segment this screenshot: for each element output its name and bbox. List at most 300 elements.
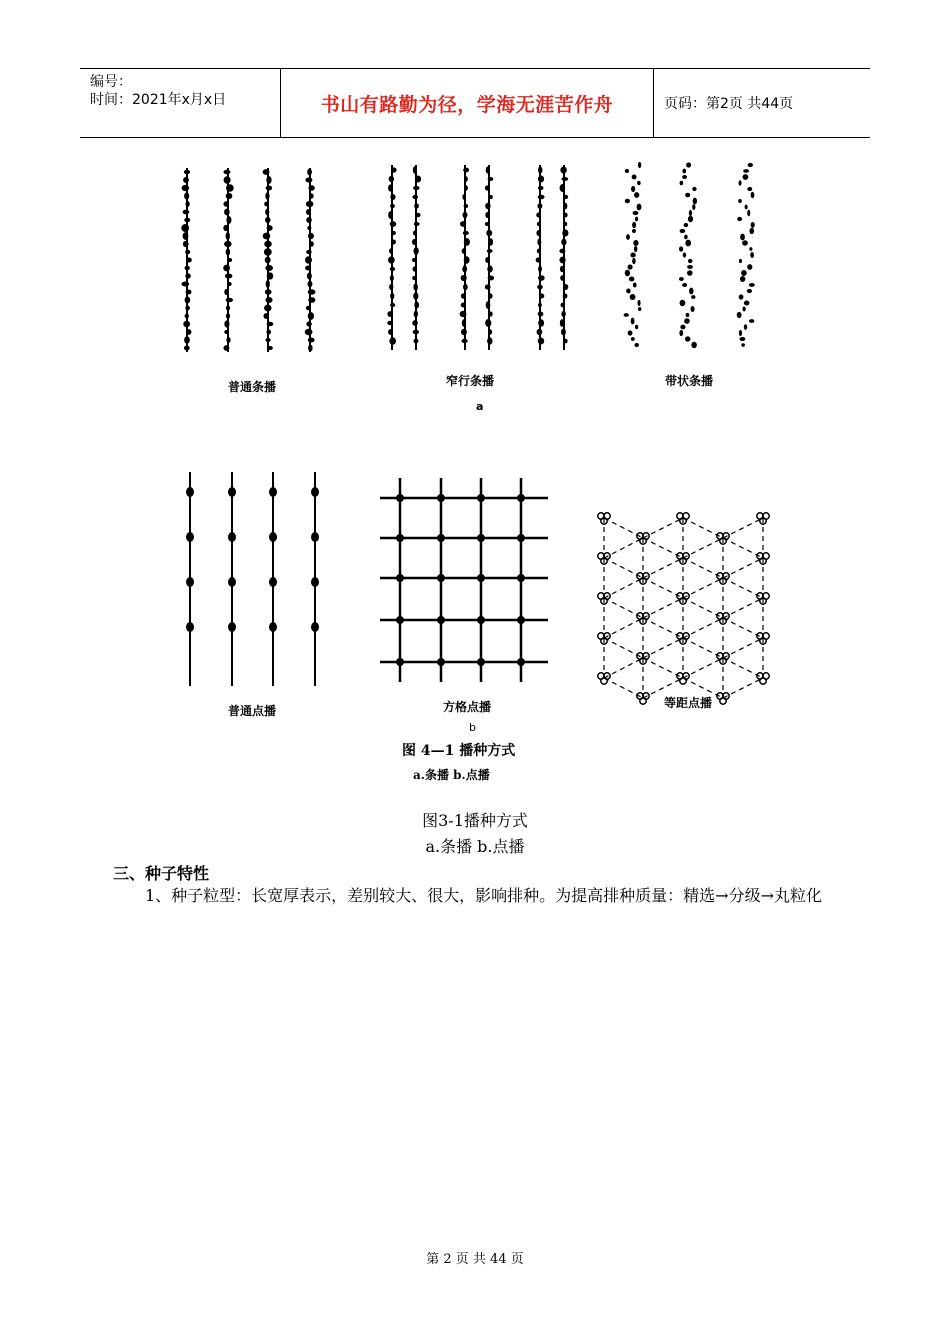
seed-mark xyxy=(488,329,492,334)
header-meta xyxy=(80,69,281,137)
seed-mark xyxy=(634,246,637,252)
seed-mark xyxy=(305,177,312,182)
seed-mark xyxy=(737,312,742,318)
seed-mark xyxy=(679,330,683,336)
seed-mark xyxy=(462,319,466,327)
document-number-label: 编号： xyxy=(90,74,132,90)
seed-mark xyxy=(390,303,395,307)
seed-mark xyxy=(184,170,190,174)
seed-mark xyxy=(537,249,541,254)
seed-mark xyxy=(563,203,567,210)
page-footer: 第 2 页 共 44 页 xyxy=(426,1252,524,1267)
seed-mark xyxy=(688,216,693,223)
seed-mark xyxy=(266,185,273,190)
seed-mark xyxy=(742,307,745,312)
seed-mark xyxy=(307,226,311,230)
seed-mark xyxy=(226,337,230,343)
seed-hill xyxy=(437,534,445,542)
seed-mark xyxy=(635,217,638,222)
seed-mark xyxy=(560,184,566,192)
seed-mark xyxy=(461,329,467,336)
panel-label-narrow-row-drill: 窄行条播 xyxy=(446,374,495,388)
seed-mark xyxy=(263,233,271,240)
seed-mark xyxy=(624,313,629,317)
seed-mark xyxy=(308,233,314,239)
seed-hill xyxy=(228,532,236,542)
seed-mark xyxy=(185,266,190,271)
seed-mark xyxy=(680,300,686,306)
seed-mark xyxy=(741,343,745,347)
seed-mark xyxy=(629,277,634,282)
panel-label-equidistant-dibble: 等距点播 xyxy=(664,696,713,710)
seed-mark xyxy=(638,162,641,168)
seed-mark xyxy=(536,212,541,217)
seed-mark xyxy=(185,306,190,311)
seed-mark xyxy=(183,241,189,247)
seed-mark xyxy=(743,169,749,173)
seed-mark xyxy=(537,222,541,227)
seed-mark xyxy=(182,185,190,191)
figure-inner-title: 图 4—1 播种方式 xyxy=(402,743,516,759)
seed-mark xyxy=(413,247,418,255)
seed-hill xyxy=(269,487,277,497)
seed-hill xyxy=(396,658,404,666)
seed-mark xyxy=(690,306,694,312)
figure-inner-subtitle: a.条播 b.点播 xyxy=(413,768,490,782)
seed-mark xyxy=(739,259,742,263)
seed-mark xyxy=(634,192,639,198)
seed-mark xyxy=(682,283,687,287)
seed-mark xyxy=(489,195,493,199)
seed-mark xyxy=(560,319,564,327)
seed-mark xyxy=(305,256,312,263)
seed-mark xyxy=(538,195,545,199)
seed-mark xyxy=(637,204,642,211)
seed-mark xyxy=(307,273,312,280)
panel-label-band-drill: 带状条播 xyxy=(665,374,714,388)
seed-hill xyxy=(437,494,445,502)
seed-hill xyxy=(477,616,485,624)
seed-mark xyxy=(460,221,466,227)
seed-mark xyxy=(625,199,630,203)
seed-mark xyxy=(564,213,568,218)
seed-mark xyxy=(413,330,419,334)
seed-mark xyxy=(390,267,395,271)
seed-mark xyxy=(485,212,489,218)
seed-mark xyxy=(414,310,418,317)
seed-mark xyxy=(186,290,192,295)
seed-mark xyxy=(686,313,690,317)
seed-hill xyxy=(477,494,485,502)
seed-mark xyxy=(744,300,750,305)
seed-mark xyxy=(751,192,755,199)
seed-mark xyxy=(185,201,189,207)
seed-hill xyxy=(311,532,319,542)
seed-mark xyxy=(265,192,269,200)
seed-mark xyxy=(225,274,232,279)
seed-mark xyxy=(265,209,269,215)
seed-mark xyxy=(692,187,696,191)
figure-marker-a: a xyxy=(476,400,484,413)
seed-mark xyxy=(745,205,748,210)
seed-mark xyxy=(749,283,755,287)
section-paragraph: 1、种子粒型：长宽厚表示，差别较大、很大，影响排种。为提高排种质量：精选→分级→丸粒化 xyxy=(145,886,822,905)
seed-mark xyxy=(462,212,467,218)
seed-hill xyxy=(517,534,525,542)
seed-mark xyxy=(390,221,397,227)
seed-mark xyxy=(308,281,313,288)
seed-mark xyxy=(224,289,228,295)
seed-mark xyxy=(749,228,754,234)
seed-mark xyxy=(183,177,189,183)
seed-mark xyxy=(485,319,491,327)
seed-mark xyxy=(679,277,684,281)
seed-mark xyxy=(630,253,635,258)
seed-mark xyxy=(743,174,749,180)
seed-mark xyxy=(686,162,691,167)
seed-mark xyxy=(266,176,271,184)
seed-mark xyxy=(185,273,190,278)
seed-mark xyxy=(739,330,742,336)
seed-mark xyxy=(226,298,233,303)
seed-mark xyxy=(308,345,313,352)
seed-mark xyxy=(538,303,542,307)
seed-mark xyxy=(632,258,636,264)
seed-hill xyxy=(311,622,319,632)
seed-mark xyxy=(560,167,566,174)
seed-mark xyxy=(739,294,744,299)
seed-mark xyxy=(486,167,490,174)
seed-mark xyxy=(462,265,467,272)
seed-mark xyxy=(751,222,755,228)
seed-mark xyxy=(185,296,191,303)
seed-mark xyxy=(265,297,272,303)
header-motto: 书山有路勤为径，学海无涯苦作舟 xyxy=(281,69,654,137)
seed-mark xyxy=(538,312,544,317)
seed-mark xyxy=(561,177,568,181)
seed-mark xyxy=(226,184,234,191)
seed-mark xyxy=(488,177,494,181)
seed-mark xyxy=(415,175,421,182)
seed-mark xyxy=(309,193,314,198)
seed-mark xyxy=(489,311,493,316)
seed-mark xyxy=(186,258,192,263)
seed-mark xyxy=(265,217,271,223)
seed-mark xyxy=(562,229,568,236)
seed-mark xyxy=(687,270,692,276)
seed-mark xyxy=(390,293,394,299)
seed-mark xyxy=(264,202,268,207)
seed-mark xyxy=(685,336,690,341)
seed-mark xyxy=(560,275,565,281)
seed-mark xyxy=(227,258,232,262)
seed-mark xyxy=(223,345,229,351)
seed-mark xyxy=(742,240,748,245)
seed-mark xyxy=(415,213,421,218)
seed-mark xyxy=(309,241,313,247)
seed-hill xyxy=(517,616,525,624)
seed-mark xyxy=(263,169,270,175)
seed-mark xyxy=(689,210,692,216)
seed-mark xyxy=(563,339,567,344)
seed-mark xyxy=(740,234,745,241)
seed-mark xyxy=(747,187,752,191)
seed-mark xyxy=(184,345,190,350)
panel-label-ordinary-drill: 普通条播 xyxy=(228,380,277,394)
seed-mark xyxy=(306,217,312,223)
seed-mark xyxy=(462,194,466,200)
seed-mark xyxy=(538,266,542,272)
seed-mark xyxy=(305,265,311,270)
seed-mark xyxy=(223,225,228,231)
seed-mark xyxy=(463,231,469,235)
seed-mark xyxy=(306,250,312,254)
seed-mark xyxy=(388,329,393,335)
seed-mark xyxy=(463,284,468,291)
seed-mark xyxy=(461,339,467,343)
seed-mark xyxy=(561,303,565,308)
seed-mark xyxy=(387,311,392,317)
seed-mark xyxy=(185,314,189,318)
seed-mark xyxy=(265,265,273,271)
seed-hill xyxy=(269,532,277,542)
seed-mark xyxy=(226,248,231,255)
seed-mark xyxy=(561,329,566,336)
seed-mark xyxy=(740,276,745,282)
seed-mark xyxy=(308,185,314,191)
seed-mark xyxy=(537,203,542,209)
seed-mark xyxy=(413,186,420,190)
seed-mark xyxy=(412,195,418,199)
seed-hill xyxy=(517,658,525,666)
seed-mark xyxy=(691,342,697,348)
seed-mark xyxy=(412,276,417,280)
seed-mark xyxy=(413,266,417,271)
seed-mark xyxy=(749,247,752,251)
seed-mark xyxy=(741,270,747,276)
seed-mark xyxy=(223,265,230,272)
seed-hill xyxy=(186,622,194,632)
seed-mark xyxy=(683,252,686,257)
seed-hill xyxy=(396,534,404,542)
seed-cluster xyxy=(601,678,607,684)
seed-mark xyxy=(462,248,467,254)
seed-mark xyxy=(684,223,689,227)
seed-mark xyxy=(539,294,544,299)
seed-mark xyxy=(184,218,190,223)
seed-mark xyxy=(485,257,490,263)
seed-mark xyxy=(637,181,641,185)
seed-mark xyxy=(267,272,274,279)
seed-mark xyxy=(485,284,491,289)
seed-mark xyxy=(689,288,693,295)
seed-mark xyxy=(538,186,544,190)
seed-mark xyxy=(687,265,693,269)
seed-mark xyxy=(184,192,189,199)
seed-mark xyxy=(684,235,688,240)
seed-mark xyxy=(183,210,190,215)
seed-mark xyxy=(748,163,753,167)
seed-mark xyxy=(264,248,272,256)
seed-mark xyxy=(488,293,493,299)
seed-mark xyxy=(680,325,685,330)
seed-mark xyxy=(537,329,543,335)
seed-mark xyxy=(223,170,230,175)
seed-mark xyxy=(486,230,492,237)
seed-hill xyxy=(228,487,236,497)
seed-mark xyxy=(413,292,418,300)
figure-caption-subtitle: a.条播 b.点播 xyxy=(425,837,525,856)
seed-mark xyxy=(485,203,490,209)
seed-mark xyxy=(267,346,273,350)
seed-mark xyxy=(387,321,393,325)
seed-mark xyxy=(625,169,629,173)
seed-mark xyxy=(391,240,396,245)
seed-mark xyxy=(691,295,695,299)
seed-mark xyxy=(628,330,633,335)
seed-mark xyxy=(263,313,268,319)
seed-mark xyxy=(305,329,313,335)
seed-mark xyxy=(264,305,272,312)
seed-mark xyxy=(559,257,565,264)
seed-mark xyxy=(413,166,417,173)
seed-mark xyxy=(461,275,467,281)
seed-mark xyxy=(412,239,416,245)
seed-mark xyxy=(464,204,469,208)
seed-mark xyxy=(226,232,230,240)
seed-hill xyxy=(228,577,236,587)
seed-mark xyxy=(685,193,690,197)
seed-mark xyxy=(389,248,393,253)
seed-mark xyxy=(183,232,189,240)
seed-hill xyxy=(437,658,445,666)
seed-mark xyxy=(413,230,417,235)
figure-caption-title: 图3-1播种方式 xyxy=(422,811,528,830)
seed-mark xyxy=(265,338,270,342)
seed-mark xyxy=(464,256,470,263)
seed-hill xyxy=(517,494,525,502)
seed-mark xyxy=(389,284,393,290)
seed-mark xyxy=(688,259,693,263)
seed-mark xyxy=(414,302,419,309)
seed-mark xyxy=(563,284,568,290)
seed-mark xyxy=(739,180,742,185)
seed-mark xyxy=(390,204,395,208)
seed-mark xyxy=(536,230,540,236)
seed-mark xyxy=(224,241,231,247)
section-heading: 三、种子特性 xyxy=(113,864,210,883)
seed-mark xyxy=(561,239,566,246)
seed-mark xyxy=(414,203,419,208)
seed-mark xyxy=(306,201,314,207)
seed-hill xyxy=(396,616,404,624)
seed-mark xyxy=(538,338,545,345)
seed-mark xyxy=(388,184,393,191)
seed-mark xyxy=(388,211,393,219)
seed-mark xyxy=(685,240,691,247)
seed-mark xyxy=(223,201,228,206)
seed-mark xyxy=(307,169,312,176)
seed-hill xyxy=(311,577,319,587)
seed-cluster xyxy=(760,678,766,684)
seed-mark xyxy=(563,293,568,298)
seed-mark xyxy=(226,313,230,318)
seed-mark xyxy=(390,194,395,200)
seed-mark xyxy=(692,204,695,210)
seed-hill xyxy=(396,574,404,582)
seed-mark xyxy=(306,209,311,215)
seed-mark xyxy=(559,249,565,254)
panel-label-grid-dibble: 方格点播 xyxy=(443,700,492,714)
seed-mark xyxy=(633,211,639,215)
seed-mark xyxy=(226,216,231,224)
seed-mark xyxy=(679,246,683,251)
seed-mark xyxy=(487,337,492,344)
seed-mark xyxy=(632,222,636,228)
seed-cluster xyxy=(720,698,726,704)
seed-hill xyxy=(517,574,525,582)
seed-mark xyxy=(266,330,271,335)
seed-hill xyxy=(437,616,445,624)
seed-mark xyxy=(226,193,233,199)
seed-mark xyxy=(750,252,754,258)
seed-mark xyxy=(412,258,417,262)
seed-hill xyxy=(437,574,445,582)
seed-mark xyxy=(739,337,745,341)
seed-mark xyxy=(461,303,466,308)
seed-mark xyxy=(308,337,315,342)
seed-mark xyxy=(630,294,636,300)
seed-mark xyxy=(224,209,230,216)
seed-mark xyxy=(308,312,314,320)
seed-mark xyxy=(489,238,494,246)
seed-mark xyxy=(265,289,272,295)
seed-mark xyxy=(267,225,273,231)
seed-mark xyxy=(390,275,394,281)
seed-mark xyxy=(637,300,640,306)
seed-mark xyxy=(693,198,697,205)
seed-mark xyxy=(538,176,544,183)
seed-mark xyxy=(538,275,545,281)
seed-hill xyxy=(269,622,277,632)
seed-mark xyxy=(388,256,395,263)
seed-mark xyxy=(226,305,230,310)
seed-mark xyxy=(632,175,637,180)
seed-mark xyxy=(747,289,752,293)
seed-cluster xyxy=(680,678,686,684)
seed-mark xyxy=(564,195,568,199)
seed-mark xyxy=(267,322,274,327)
seed-mark xyxy=(538,166,543,173)
seed-mark xyxy=(631,337,635,341)
seed-hill xyxy=(477,534,485,542)
seed-mark xyxy=(224,330,229,334)
seed-mark xyxy=(537,285,543,290)
seed-hill xyxy=(186,577,194,587)
seed-mark xyxy=(625,270,630,277)
seed-hill xyxy=(186,532,194,542)
seed-mark xyxy=(414,339,419,344)
seed-hill xyxy=(396,494,404,502)
seed-mark xyxy=(633,282,637,287)
seed-mark xyxy=(487,265,492,272)
seed-mark xyxy=(682,175,687,179)
seed-hill xyxy=(311,487,319,497)
seed-mark xyxy=(749,319,754,323)
seed-mark xyxy=(266,280,270,288)
seed-mark xyxy=(744,324,747,330)
seed-mark xyxy=(485,185,489,190)
